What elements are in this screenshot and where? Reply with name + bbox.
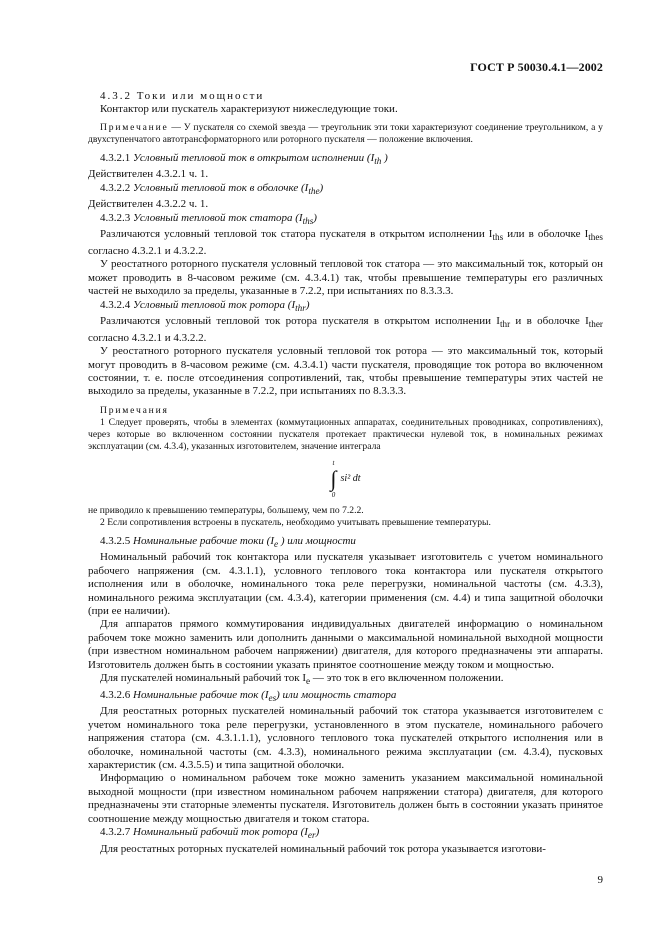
section-4-3-2-5-para-2: Для аппаратов прямого коммутирования индивидуальных двигателей информацию о номинальном рабочем токе можно заменить или дополнить данными о максимальной номинальной выходной мощности (при известном номинальном рабочем напряжении) двигателя, для которого предназначены эти аппараты. Изготовитель должен быть в состоянии указать принятое соотношение между током и мощностью.: [88, 618, 603, 671]
section-4-3-2-6-heading: 4.3.2.6 Номинальные рабочие ток $(I_{es})$ или мощность статора: [100, 688, 397, 703]
integral-body: si² dt: [340, 473, 361, 485]
section-4-3-2-5-heading: 4.3.2.5 Номинальные рабочие токи ($I_e$ ) или мощности: [100, 534, 356, 550]
section-4-3-2-4-heading: 4.3.2.4 Условный тепловой ток ротора $(I_{thr})$: [100, 298, 310, 313]
section-4-3-2-2-heading: 4.3.2.2 Условный тепловой ток в оболочке $(I_{the})$: [100, 181, 324, 196]
section-4-3-2-title: 4.3.2 Токи или мощности: [100, 90, 265, 102]
note-label: Примечание: [100, 121, 169, 133]
section-4-3-2-3-heading: 4.3.2.3 Условный тепловой ток статора $(I_{ths})$: [100, 211, 317, 226]
standard-header: ГОСТ Р 50030.4.1—2002: [470, 60, 603, 74]
notes-label: Примечания: [100, 404, 169, 416]
integral-sign-icon: ∫: [330, 465, 337, 491]
page-number: 9: [597, 874, 603, 886]
note-2-item-1-tail: не приводило к превышению температуры, большему, чем по 7.2.2.: [88, 504, 364, 516]
note-1: [88, 122, 603, 146]
section-4-3-2-text: Контактор или пускатель характеризуют нижеследующие токи.: [100, 103, 398, 116]
section-4-3-2-4-para-2: У реостатного роторного пускателя условный тепловой ток ротора — это максимальный ток, который могут проводить в 8-часовом режиме (см. 4.3.4.1) части пускателя, проводящие ток ротора во включенном состоянии, т. е. после отсоединения сопротивлений, так, чтобы превышение температуры этих частей не выходило за пределы, указанные в 7.2.2, при испытаниях по 8.3.3.3.: [88, 345, 603, 398]
integral-lower-limit: 0: [331, 490, 336, 499]
section-4-3-2-7-heading: 4.3.2.7 Номинальный рабочий ток ротора $(I_{er})$: [100, 825, 320, 841]
note-2-item-1: 1 Следует проверять, чтобы в элементах (коммутационных аппаратах, соединительных проводниках, сопротивлениях), через которые во включенном состоянии пускателя протекает практически нулевой ток, в номинальных режимах эксплуатации (см. 4.3.4), указанных изготовителем, значение интеграла: [88, 416, 603, 452]
integral-formula: [88, 453, 603, 505]
note-2-item-2: 2 Если сопротивления встроены в пускатель, необходимо учитывать превышение температуры.: [100, 516, 491, 528]
section-4-3-2-6-para-1: Для реостатных роторных пускателей номинальный рабочий ток статора указывается изготовителем с учетом номинального тока реле перегрузки, установленного в этом пускателе, номинального рабочего напряжения статора (см. 4.3.1.1.1), условного теплового тока пускателей открытого исполнения или в оболочке, номинальной частоты (см. 4.3.3), номинального режима эксплуатации (см. 4.3.4), пусковых характеристик (см. 4.3.5.5) и типа защитной оболочки.: [88, 705, 603, 771]
section-4-3-2-1-text: Действителен 4.3.2.1 ч. 1.: [88, 168, 209, 181]
note-text: — У пускателя со схемой звезда — треугольник эти токи характеризуют соединение треугольником, а у двухступенчатого автотрансформаторного или роторного пускателя — положение включения.: [88, 121, 603, 145]
section-4-3-2-7-para-1: Для реостатных роторных пускателей номинальный рабочий ток ротора указывается изготови-: [100, 842, 546, 855]
section-4-3-2-2-text: Действителен 4.3.2.2 ч. 1.: [88, 198, 209, 211]
section-4-3-2-3-para-1: Различаются условный тепловой ток статора пускателя в открытом исполнении $I_{ths}$ или в оболочке $I_{thes}$ согласно 4.3.2.1 и 4.3.2.2.: [88, 228, 603, 257]
integral-upper-limit: t: [332, 458, 335, 467]
section-4-3-2-6-para-2: Информацию о номинальном рабочем токе можно заменить указанием максимальной номинальной выходной мощности (при известном номинальном рабочем напряжении статора) двигателя, для которого предназначены эти статорные элементы пускателя. Изготовитель должен быть в состоянии указать принятое соотношение между мощностью двигателя и током статора.: [88, 772, 603, 825]
section-4-3-2-5-para-3: Для пускателей номинальный рабочий ток $I_e$ — это ток в его включенном положении.: [100, 672, 504, 687]
section-4-3-2-1-heading: 4.3.2.1 Условный тепловой ток в открытом исполнении ($I_{th}$ ): [100, 151, 388, 166]
section-4-3-2-3-para-2: У реостатного роторного пускателя условный тепловой ток статора — это максимальный ток, который он может проводить в 8-часовом режиме (см. 4.3.4.1) так, чтобы превышение температуры его различных частей не выходило за пределы, указанные в 7.2.2, при испытаниях по 8.3.3.3.: [88, 258, 603, 298]
section-4-3-2-5-para-1: Номинальный рабочий ток контактора или пускателя указывает изготовитель с учетом номинального рабочего напряжения (см. 4.3.1.1), условного теплового тока контактора или пускателя открытого исполнения или в оболочке, номинального тока реле перегрузки, номинальной частоты (см. 4.3.3), номинального режима эксплуатации (см. 4.3.4), категории применения (см. 4.4) и типа защитной оболочки (при ее наличии).: [88, 551, 603, 618]
section-4-3-2-4-para-1: Различаются условный тепловой ток ротора пускателя в открытом исполнении $I_{thr}$ и в оболочке $I_{ther}$ согласно 4.3.2.1 и 4.3.2.2.: [88, 315, 603, 344]
